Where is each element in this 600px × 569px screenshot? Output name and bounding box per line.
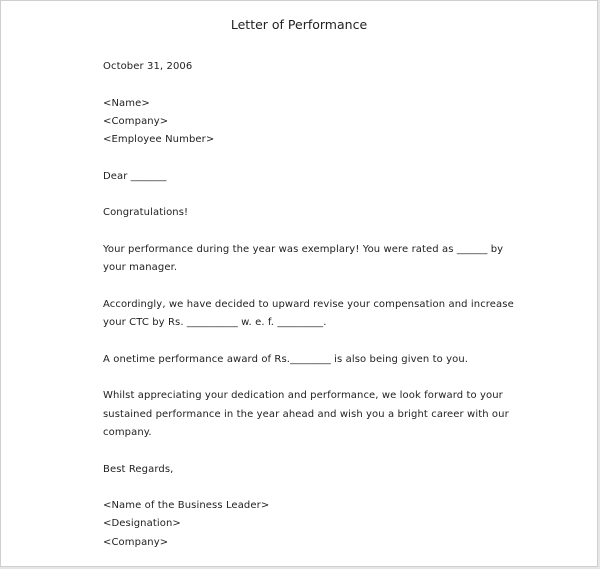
recipient-name: <Name> [103,97,150,109]
paragraph-line: sustained performance in the year ahead and wish you a bright career with our [103,408,509,420]
paragraph-line: Your performance during the year was exemplary! You were rated as ______ by [103,243,504,255]
paragraph-line: Accordingly, we have decided to upward revise your compensation and increase [103,298,514,310]
paragraph-line: A onetime performance award of Rs.________ is also being given to you. [103,353,469,365]
letter-title: Letter of Performance [230,17,368,32]
signature-name: <Name of the Business Leader> [103,500,270,512]
paragraph-rating [103,241,543,278]
paragraph-award [103,351,543,369]
signature-company: <Company> [103,536,169,548]
letter-body [103,58,543,552]
paragraph-line: your CTC by Rs. __________ w. e. f. _________. [103,317,327,329]
paragraph-compensation [103,296,543,333]
greeting: Congratulations! [103,207,189,219]
letter-date: October 31, 2006 [103,61,193,72]
paragraph-appreciation [103,387,543,442]
recipient-block [103,95,543,150]
paragraph-line: company. [103,426,152,438]
paragraph-line: Whilst appreciating your dedication and performance, we look forward to your [103,390,503,402]
closing: Best Regards, [103,463,174,475]
signature-designation: <Designation> [103,518,181,530]
recipient-company: <Company> [103,115,169,127]
paragraph-line: your manager. [103,262,178,274]
signature-block [103,497,543,552]
salutation: Dear _______ [103,170,167,182]
recipient-employee-number: <Employee Number> [103,134,215,146]
